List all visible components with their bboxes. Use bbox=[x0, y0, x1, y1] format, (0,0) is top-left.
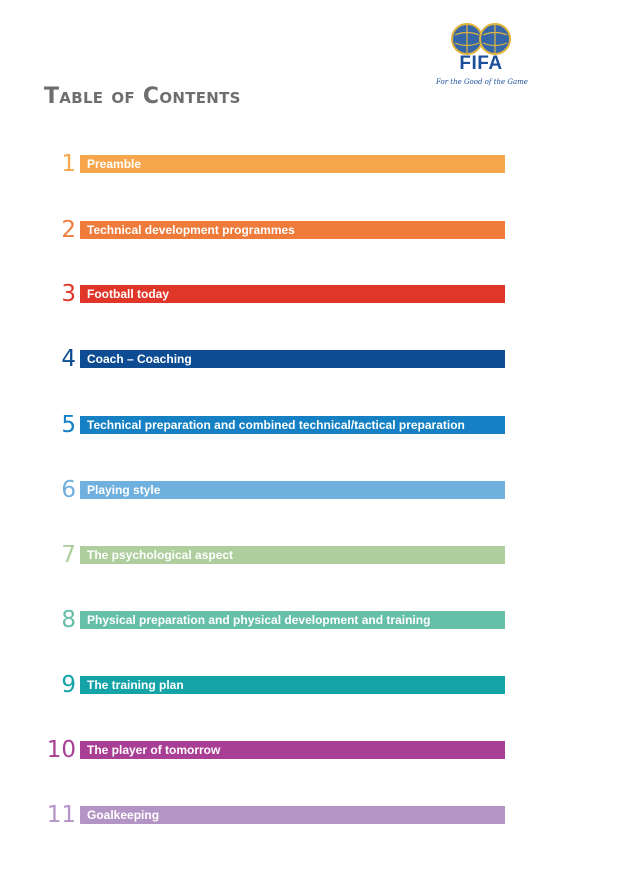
toc-number: 11 bbox=[44, 806, 80, 824]
toc-label: Playing style bbox=[87, 483, 161, 497]
toc-number: 5 bbox=[44, 416, 80, 434]
toc-number: 2 bbox=[44, 221, 80, 239]
toc-number: 1 bbox=[44, 155, 80, 173]
toc-entry-8[interactable] bbox=[44, 607, 505, 633]
fifa-tagline: For the Good of the Game bbox=[436, 78, 528, 86]
toc-entry-3[interactable] bbox=[44, 281, 505, 307]
toc-entry-11[interactable] bbox=[44, 802, 505, 828]
toc-label: The psychological aspect bbox=[87, 548, 234, 562]
toc-number: 8 bbox=[44, 611, 80, 629]
toc-label: Preamble bbox=[87, 157, 142, 171]
toc-label: Football today bbox=[87, 287, 169, 301]
toc-label: The player of tomorrow bbox=[87, 743, 221, 757]
toc-entry-5[interactable] bbox=[44, 412, 505, 438]
toc-number: 6 bbox=[44, 481, 80, 499]
toc-number: 10 bbox=[44, 741, 80, 759]
toc-number: 3 bbox=[44, 285, 80, 303]
toc-number: 9 bbox=[44, 676, 80, 694]
toc-entry-2[interactable] bbox=[44, 217, 505, 243]
toc-number: 7 bbox=[44, 546, 80, 564]
toc-number: 4 bbox=[44, 350, 80, 368]
toc-label: Goalkeeping bbox=[87, 808, 160, 822]
fifa-wordmark: FIFA bbox=[459, 53, 503, 74]
toc-entry-9[interactable] bbox=[44, 672, 505, 698]
toc-label: Technical development programmes bbox=[87, 223, 295, 237]
toc-label: Technical preparation and combined technical/tactical preparation bbox=[87, 418, 465, 432]
toc-label: Coach – Coaching bbox=[87, 352, 192, 366]
toc-entry-6[interactable] bbox=[44, 477, 505, 503]
toc-entry-10[interactable] bbox=[44, 737, 505, 763]
toc-entry-1[interactable] bbox=[44, 151, 505, 177]
page-title: Table of Contents bbox=[44, 84, 241, 109]
toc-entry-7[interactable] bbox=[44, 542, 505, 568]
toc-entry-4[interactable] bbox=[44, 346, 505, 372]
toc-label: Physical preparation and physical development and training bbox=[87, 613, 431, 627]
toc-bar bbox=[80, 155, 505, 173]
toc-label: The training plan bbox=[87, 678, 184, 692]
